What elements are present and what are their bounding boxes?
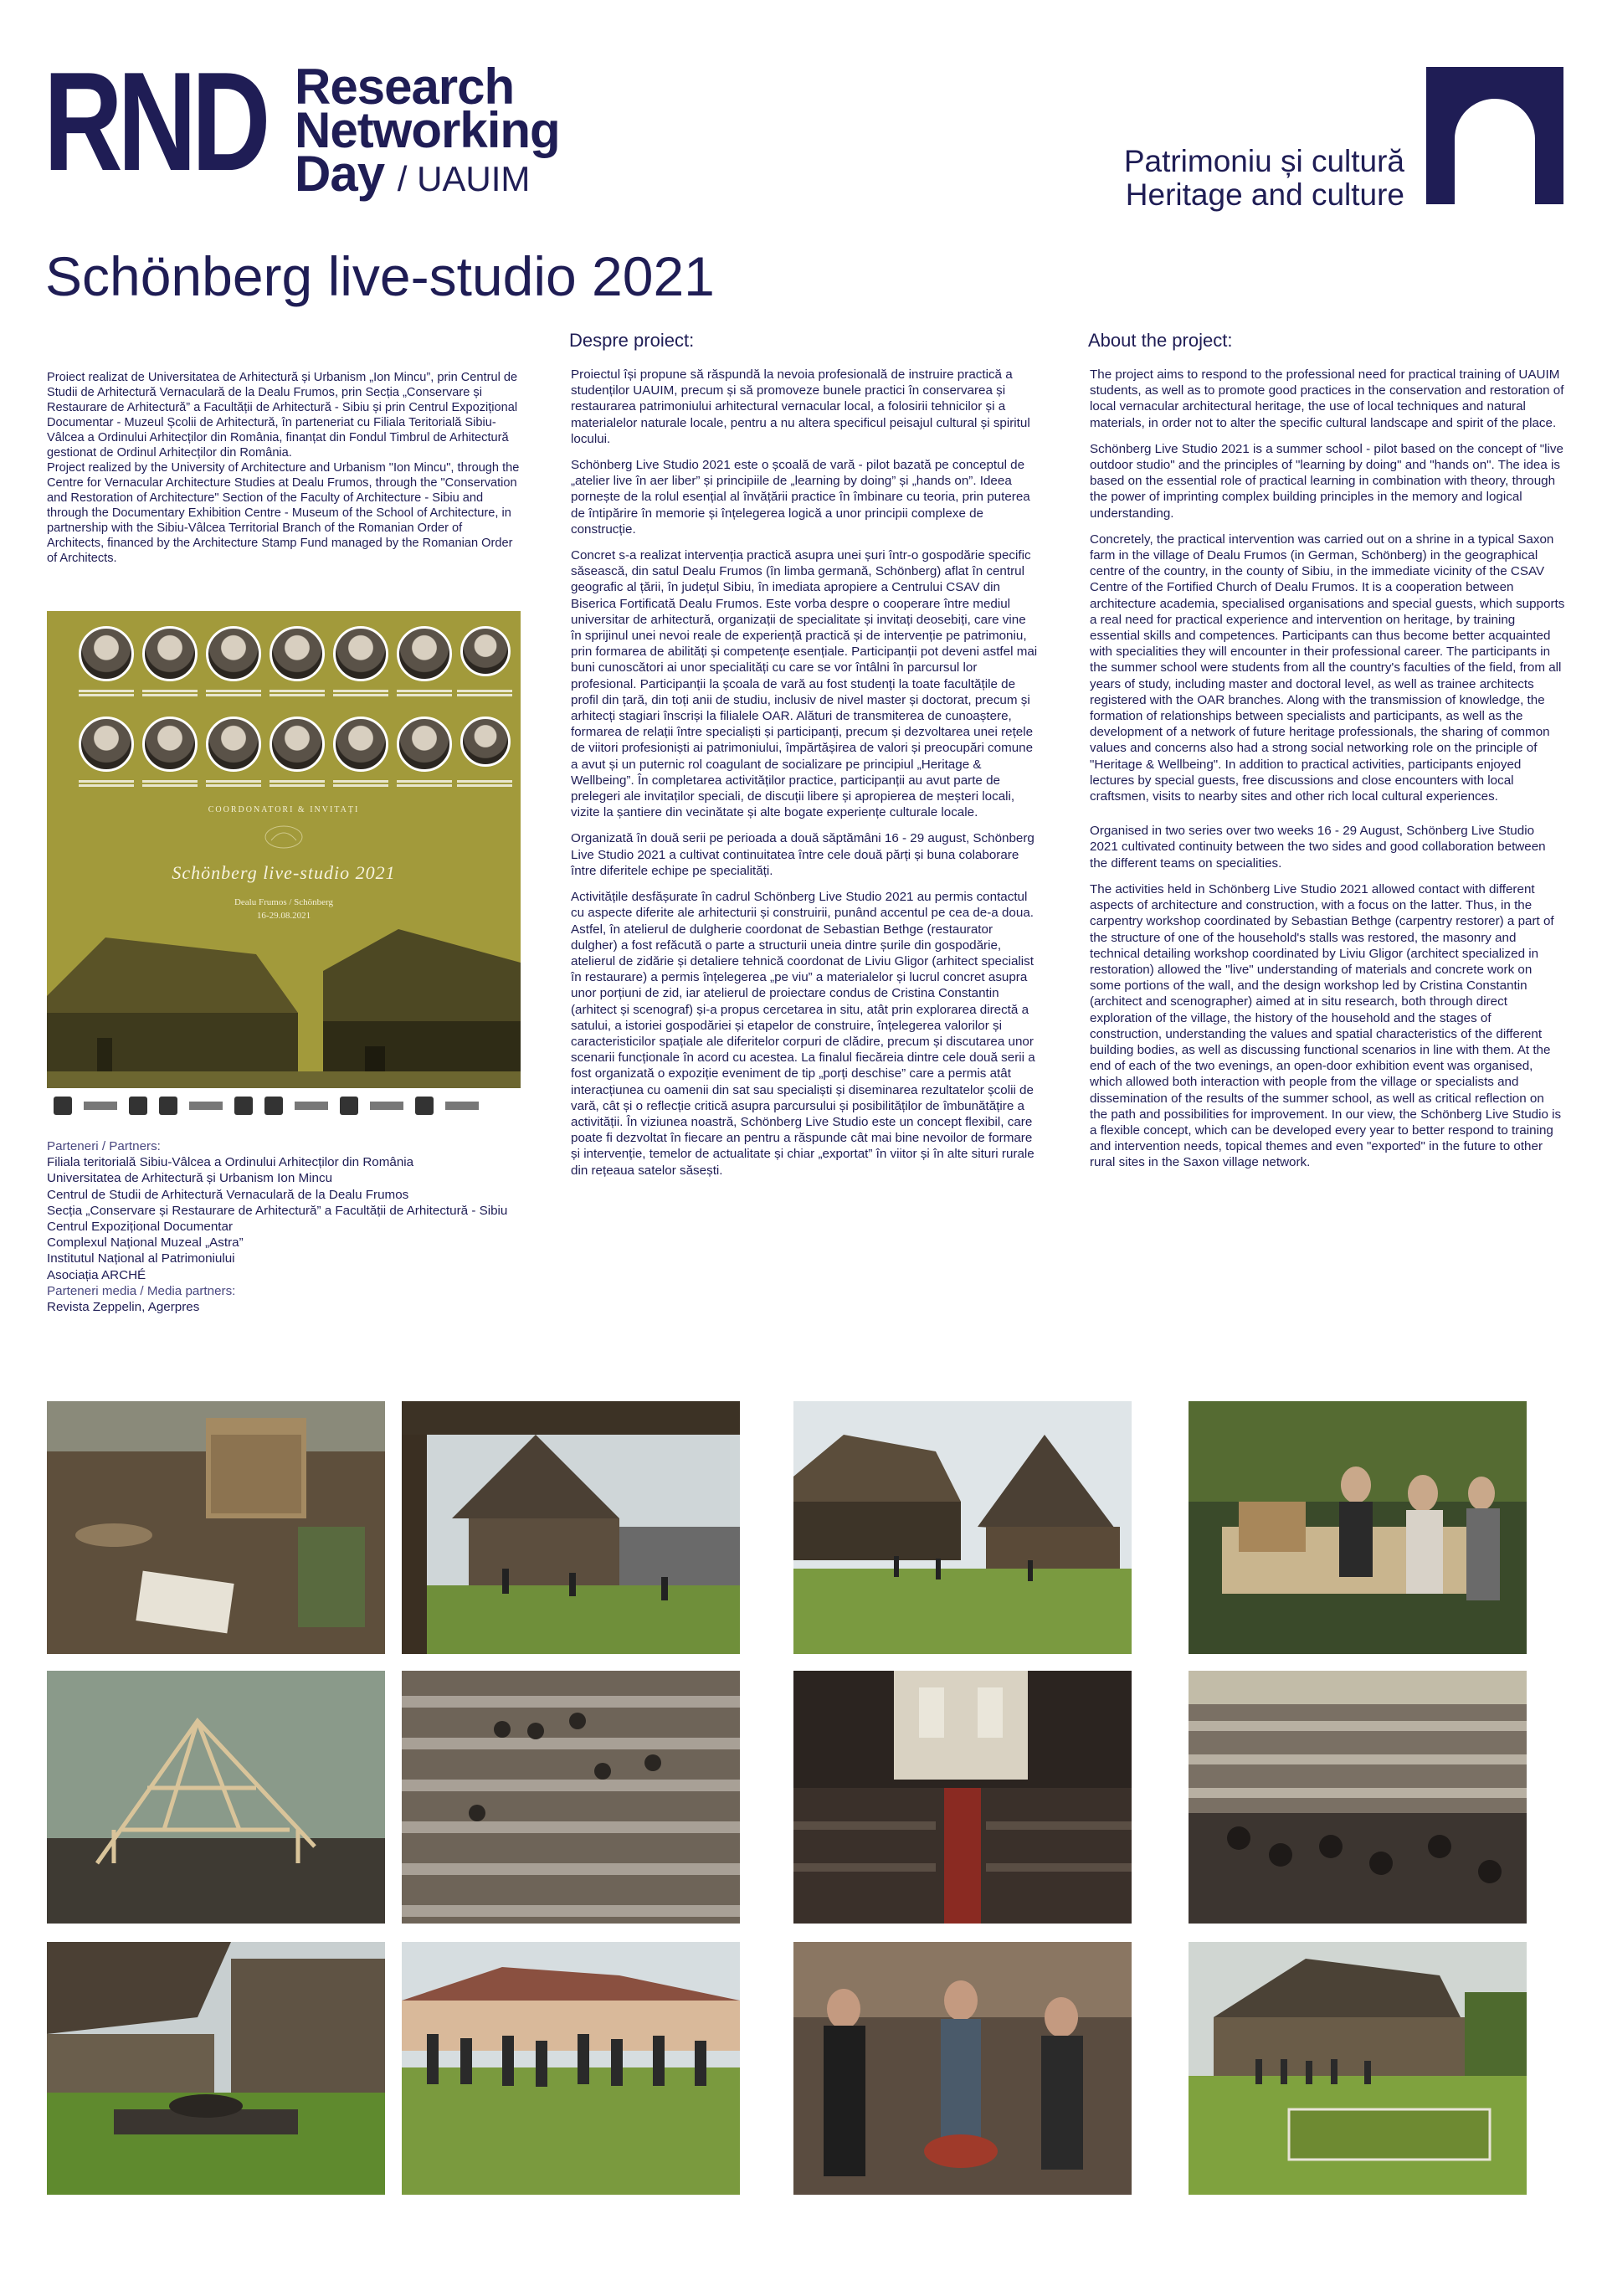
- photo-exhibition-lawn: [1189, 1942, 1527, 2195]
- poster-barn-illustration: [47, 921, 521, 1088]
- credits-en: Project realized by the University of Architecture and Urbanism "Ion Mincu", through the Centre for Vernacular Architecture Studies at Dealu Frumos, through the "Conservation and Restoration of Architecture" Section of the Faculty of Architecture - Sibiu and through the Documentary Exhibition Centre - Museum of the School of Architecture, in partnership with the Sibiu-Vâlcea Territorial Branch of the Romanian Order of Architects, financed by the Architecture Stamp Fund managed by the Romanian Order of Architects.: [47, 461, 520, 565]
- sponsor-logo: [54, 1097, 72, 1115]
- partners-list: [47, 1138, 521, 1315]
- speaker-photo: [270, 626, 325, 681]
- paragraph: Organised in two series over two weeks 16 - 29 August, Schönberg Live Studio 2021 cultivated continuity between the two sides and good collaboration between the different teams on specialities.: [1090, 824, 1546, 871]
- media-partners: Revista Zeppelin, Agerpres: [47, 1300, 200, 1315]
- logo-acronym: RND: [44, 43, 266, 200]
- photo-barns-lawn: [793, 1401, 1132, 1654]
- sponsor-logo: [340, 1097, 358, 1115]
- heritage-arch-icon: [1426, 67, 1563, 204]
- partner-item: Secția „Conservare și Restaurare de Arhitectură” a Facultății de Arhitectură - Sibiu: [47, 1203, 508, 1218]
- speaker-photo: [142, 717, 198, 772]
- photo-church-pews-2: [1189, 1671, 1527, 1924]
- theme-title-ro: Patrimoniu și cultură: [1123, 144, 1404, 178]
- logo-wordmark: [295, 59, 560, 202]
- sponsor-logo: [159, 1097, 177, 1115]
- section-heading-ro: Despre proiect:: [569, 330, 695, 351]
- logo-day: Day: [295, 146, 385, 202]
- logo-line-3: [295, 146, 560, 202]
- sponsor-logo: [129, 1097, 147, 1115]
- paragraph: Activitățile desfășurate în cadrul Schönberg Live Studio 2021 au permis contactul cu aspecte diferite ale arhitecturii și construirii, punând accentul pe cea de-a doua. Astfel, în atelierul de dulgherie coordonat de Sebastian Bethge (restaurator dulgher) a fost refăcută o parte a structurii uneia dintre șurile din gospodărie, atelierul de zidărie și detaliere tehnică coordonat de Liviu Gligor (arhitect specialist în restaurare) a permis înțelegerea „pe viu” a materialelor și lucrul concret asupra unor porțiuni de zid, iar atelierul de proiectare condus de Cristina Constantin (arhitect și scenograf) și-a propus cercetarea in situ, atât prin explorarea directă a satului, a istoriei gospodăriei și etapelor de construire, înțelegerea valorilor și caracteristicilor spațiale ale diferitelor corpuri de clădire, precum și discutarea unor scenarii funcționale în acord cu acestea. La finalul fiecăreia dintre cele două serii a fost organizată o expoziție eveniment de tip „porți deschise” care a permis atât interacțiunea cu oamenii din sat sau specialiști și diseminarea rezultatelor școlii de vară, cât și o reflecție critică asupra parcursului și posibilităților de îmbunătățire a activității. În viziunea noastră, Schönberg Live Studio este un concept flexibil, care poate fi dezvoltat în fiecare an pentru a răspunde cât mai bine nevoilor de formare și intervenție, temelor de actualitate și chiar „exportat” în viitor și în alte situri rurale din rețeaua satelor săsești.: [571, 890, 1035, 1178]
- photo-workshop-group: [1189, 1401, 1527, 1654]
- speaker-photo: [333, 717, 388, 772]
- sponsor-logo: [84, 1102, 117, 1110]
- partner-item: Complexul Național Muzeal „Astra”: [47, 1235, 244, 1251]
- section-heading-en: About the project:: [1088, 330, 1233, 351]
- sponsor-logo: [234, 1097, 253, 1115]
- partner-item: Asociația ARCHÉ: [47, 1267, 146, 1282]
- sponsor-logo: [370, 1102, 403, 1110]
- poster-place: Dealu Frumos / Schönberg: [234, 897, 334, 907]
- photo-church-pews-1: [402, 1671, 740, 1924]
- photo-tools-table: [47, 1401, 385, 1654]
- partner-item: Filiala teritorială Sibiu-Vâlcea a Ordinului Arhitecților din România: [47, 1155, 414, 1170]
- speaker-photo: [206, 717, 261, 772]
- paragraph: Organizată în două serii pe perioada a două săptămâni 16 - 29 august, Schönberg Live Studio 2021 a cultivat continuitatea între cele două părți și buna colaborare între diferitele echipe pe specialități.: [571, 831, 1035, 878]
- sponsor-logo: [295, 1102, 328, 1110]
- project-credits: [47, 370, 521, 566]
- partner-item: Universitatea de Arhitectură și Urbanism Ion Mincu: [47, 1171, 333, 1186]
- poster-emblem-icon: [263, 824, 305, 850]
- paragraph: Schönberg Live Studio 2021 este o școală de vară - pilot bazată pe conceptul de „atelier live în aer liber” și principiile de „learning by doing” și „hands on”. Ideea pornește de la rolul esențial al învățării practice în îmbinare cu teoria, prin puterea de întipărire în memorie și înțelegerea logică a unor principii complexe de construcție.: [571, 458, 1030, 537]
- paragraph: Schönberg Live Studio 2021 is a summer school - pilot based on the concept of "live outdoor studio" and the principles of "learning by doing" and "hands on". The idea is based on the essential role of practical learning in combination with theory, through the power of imprinting complex building principles in the memory and logical understanding.: [1090, 441, 1563, 521]
- partners-label: Parteneri / Partners:: [47, 1139, 161, 1153]
- project-description-ro: [571, 367, 1038, 1189]
- partner-item: Centrul de Studii de Arhitectură Vernaculară de la Dealu Frumos: [47, 1187, 409, 1202]
- partner-item: Institutul Național al Patrimoniului: [47, 1251, 235, 1266]
- speaker-photo: [397, 717, 452, 772]
- logo-suffix: / UAUIM: [397, 159, 531, 198]
- speaker-photo: [460, 626, 511, 676]
- poster-dates: 16-29.08.2021: [256, 911, 311, 921]
- sponsor-logo: [445, 1102, 479, 1110]
- project-description-en: [1090, 367, 1565, 1181]
- paragraph: Proiectul își propune să răspundă la nevoia profesională de instruire practică a studenților UAUIM, precum și să promoveze bunele practici în conservarea și restaurarea patrimoniului arhitectural vernacular local, a folosirii tehnicilor și a materialelor naturale locale, pentru a nu altera specificul peisajul cultural și spiritul locului.: [571, 367, 1030, 446]
- logo-line-1: Research: [295, 59, 515, 115]
- paragraph: The activities held in Schönberg Live Studio 2021 allowed contact with different aspects of architecture and construction, with a focus on the latter. Thus, in the carpentry workshop coordinated by Sebastian Bethge (carpentry restorer) a part of the structure of one of the household's stalls was restored, the masonry and technical detailing workshop coordinated by Liviu Gligor (architect specialized in restoration) allowed the "live" understanding of materials and concrete work on some portions of the wall, and the design workshop led by Cristina Constantin (architect and scenographer) aimed at in situ research, both through direct exploration of the village, the history of the household and the stages of construction, understanding the values and spatial characteristics of the different building bodies, as well as discussing functional scenarios in line with them. At the end of each of the two evenings, an open-door exhibition event was organised, which allowed both interaction with people from the village or specialists and dissemination of the results of the summer school, as well as critical reflection on the path and possibilities for improvement. In our view, the Schönberg Live Studio is a flexible concept, which can be developed every year to better respond to training and intervention needs, topical themes and even "exported" in the future to other rural sites in the Saxon village network.: [1090, 881, 1562, 1170]
- paragraph: The project aims to respond to the professional need for practical training of UAUIM students, as well as to promote good practices in the conservation and restoration of local vernacular architectural heritage, the use of local techniques and natural materials, in order not to alter the specific cultural landscape and spirit of the place.: [1090, 367, 1564, 430]
- page-title: Schönberg live-studio 2021: [45, 245, 715, 307]
- poster-coordinators: COORDONATORI & INVITAȚI: [208, 805, 360, 814]
- paragraph: Concret s-a realizat intervenția practică asupra unei șuri într-o gospodărie specific săsească, din satul Dealu Frumos (în limba germană, Schönberg) aflat în centrul geografic al țării, în județul Sibiu, în imediata apropiere a Centrului CSAV din Biserica Fortificată Dealu Frumos. Este vorba despre o cooperare între mediul universitar de arhitectură, organizații de specialitate și invitați deosebiți, care vine în sprijinul unei nevoi reale de experiență practică și de intervenție pe patrimoniu, prin formarea de abilități și competențe esențiale. Participanții pot deveni astfel mai buni cunoscători ai unor specialități cu care se vor întâlni în parcursul lor profesional. Participanții la școala de vară au fost studenți la toate facultățile de profil din țară, din toți anii de studiu, inclusiv de nivel master și doctorat, precum și arhitecți stagiari înscriși la filialele OAR. Alături de transmiterea de cunoaștere, formarea de relații între specialiști și participanți, precum și dezvoltarea unei rețele de viitori profesioniști ai patrimoniului, împărtășirea de valori și preocupări comune a avut și un puternic rol coagulant de socializare pe principiul „Heritage & Wellbeing”. În completarea activităților practice, participanții au avut parte de prelegeri ale invitaților speciali, de discuții libere și apropierea de meșteri locali, vizite la șantiere din vecinătate și alte bogate experiențe culturale locale.: [571, 548, 1038, 820]
- speaker-photo: [79, 717, 134, 772]
- photo-masonry-workshop: [793, 1942, 1132, 2195]
- sponsor-logo: [415, 1097, 434, 1115]
- media-partners-label: Parteneri media / Media partners:: [47, 1283, 236, 1298]
- speaker-photo: [460, 717, 511, 767]
- speaker-photo: [270, 717, 325, 772]
- photo-church-lecture: [793, 1671, 1132, 1924]
- photo-group-courtyard: [402, 1942, 740, 2195]
- partner-item: Centrul Expozițional Documentar: [47, 1220, 234, 1235]
- theme-title-en: Heritage and culture: [1125, 177, 1404, 212]
- credits-ro: Proiect realizat de Universitatea de Arhitectură și Urbanism „Ion Mincu”, prin Centrul de Studii de Arhitectură Vernaculară de la Dealu Frumos, prin Secția „Conservare și Restaurare de Arhitectură” a Facultății de Arhitectură - Sibiu și prin Centrul Expozițional Documentar - Muzeul Școlii de Arhitectură, în parteneriat cu Filiala Teritorială Sibiu-Vâlcea a Ordinului Arhitecților din România, finanțat din Fondul Timbrul de Arhitectură gestionat de Ordinul Arhitecților din România.: [47, 371, 518, 460]
- sponsor-logo: [264, 1097, 283, 1115]
- speaker-photo: [79, 626, 134, 681]
- speaker-photo: [397, 626, 452, 681]
- photo-timber-model: [47, 1671, 385, 1924]
- poster-title: Schönberg live-studio 2021: [172, 862, 396, 883]
- poster-sponsor-logos: [47, 1088, 521, 1123]
- speaker-photo: [142, 626, 198, 681]
- speaker-photo: [333, 626, 388, 681]
- photo-courtyard-barn: [402, 1401, 740, 1654]
- event-poster: [47, 611, 521, 1123]
- logo-line-2: Networking: [295, 102, 560, 158]
- paragraph: Concretely, the practical intervention was carried out on a shrine in a typical Saxon farm in the village of Dealu Frumos (in German, Schönberg) in the geographical centre of the country, in the county of Sibiu, in the immediate vicinity of the CSAV Centre of the Fortified Church of Dealu Frumos. It is a cooperation between architecture academia, specialised organisations and special guests, which supports a real need for practical experience and intervention on heritage, by training essential skills and competences. Participants can thus become better acquainted with specialities they will encounter in their professional career. The participants in the summer school were students from all the country's faculties of the field, from all years of study, including master and doctoral level, as well as trainee architects registered with the OAR branches. Along with the transmission of knowledge, the formation of relationships between specialists and participants, as well as the development of a network of future heritage professionals, the sharing of common values and concerns also had a strong social networking role on the principle of "Heritage & Wellbeing". In addition to practical activities, participants enjoyed lectures by special guests, free discussions and close encounters with local craftsmen, visits to nearby sites and other rich local cultural experiences.: [1090, 532, 1565, 804]
- speaker-photo: [206, 626, 261, 681]
- photo-barn-ruin: [47, 1942, 385, 2195]
- sponsor-logo: [189, 1102, 223, 1110]
